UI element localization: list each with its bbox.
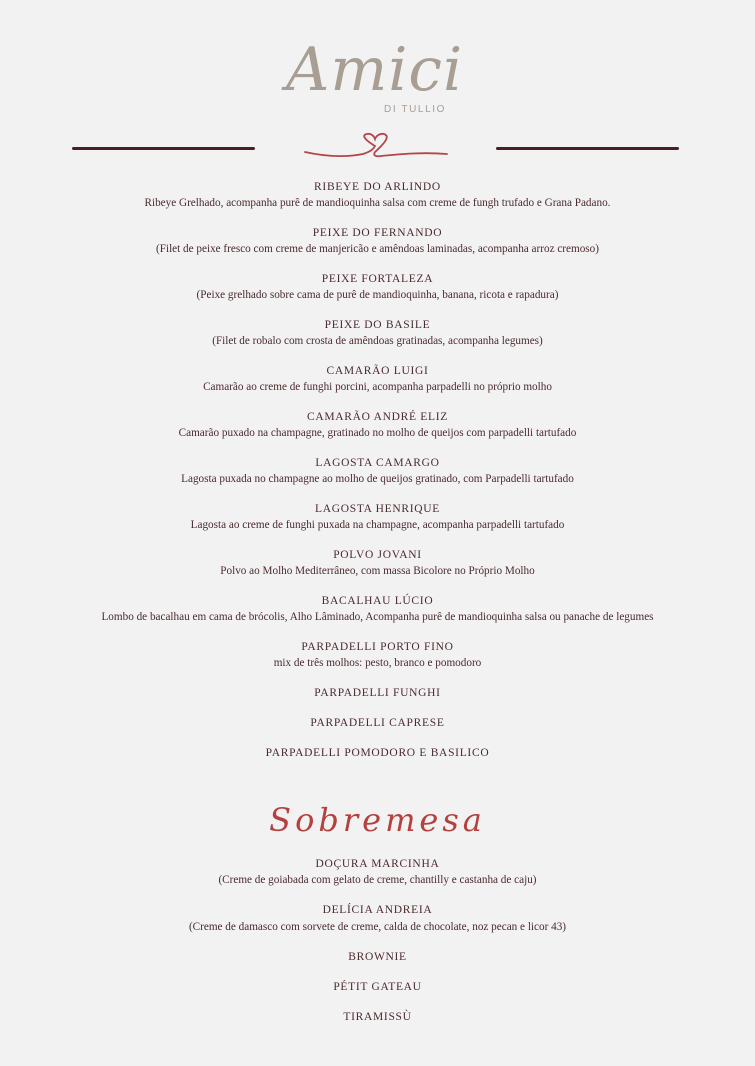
dish-description: (Filet de peixe fresco com creme de manjericão e amêndoas laminadas, acompanha arroz cremoso) bbox=[156, 243, 599, 255]
list-item bbox=[0, 950, 755, 964]
dessert-list bbox=[0, 857, 755, 1024]
dessert-name: PÉTIT GATEAU bbox=[333, 981, 422, 993]
dessert-name: DELÍCIA ANDREIA bbox=[322, 904, 433, 916]
logo-script-text: Amici bbox=[286, 35, 464, 105]
list-item bbox=[0, 502, 755, 533]
list-item bbox=[0, 903, 755, 935]
list-item bbox=[0, 746, 755, 760]
dish-name: LAGOSTA HENRIQUE bbox=[315, 503, 440, 515]
dish-description: Lagosta ao creme de funghi puxada na champagne, acompanha parpadelli tartufado bbox=[190, 519, 565, 531]
list-item bbox=[0, 456, 755, 487]
list-item bbox=[0, 272, 755, 303]
dessert-section-title: Sobremesa bbox=[269, 801, 486, 839]
dish-name: PARPADELLI FUNGHI bbox=[314, 687, 441, 699]
logo-subtitle: DI TULLIO bbox=[384, 104, 447, 115]
list-item bbox=[0, 318, 755, 349]
dessert-description: (Creme de damasco com sorvete de creme, calda de chocolate, noz pecan e licor 43) bbox=[188, 921, 567, 933]
list-item bbox=[0, 548, 755, 579]
dish-name: POLVO JOVANI bbox=[333, 549, 422, 561]
main-dishes-list bbox=[0, 180, 755, 760]
list-item bbox=[0, 180, 755, 211]
list-item bbox=[0, 686, 755, 700]
dessert-name: TIRAMISSÙ bbox=[343, 1011, 412, 1023]
dish-name: RIBEYE DO ARLINDO bbox=[314, 181, 441, 193]
dish-description: (Peixe grelhado sobre cama de purê de mandioquinha, banana, ricota e rapadura) bbox=[196, 289, 559, 301]
dessert-name: BROWNIE bbox=[348, 951, 407, 963]
dish-description: Polvo ao Molho Mediterrâneo, com massa Bicolore no Próprio Molho bbox=[220, 565, 535, 577]
dessert-name: DOÇURA MARCINHA bbox=[315, 858, 440, 870]
dish-name: PEIXE DO FERNANDO bbox=[312, 227, 443, 239]
dish-description: Ribeye Grelhado, acompanha purê de mandioquinha salsa com creme de fungh trufado e Grana Padano. bbox=[144, 197, 611, 209]
dish-name: PEIXE FORTALEZA bbox=[321, 273, 434, 285]
dish-description: Lombo de bacalhau em cama de brócolis, Alho Lâminado, Acompanha purê de mandioquinha salsa ou panache de legumes bbox=[101, 611, 654, 623]
list-item bbox=[0, 980, 755, 994]
dish-description: mix de três molhos: pesto, branco e pomodoro bbox=[273, 657, 482, 669]
list-item bbox=[0, 364, 755, 395]
dish-description: Camarão ao creme de funghi porcini, acompanha parpadelli no próprio molho bbox=[203, 381, 552, 393]
dish-name: PARPADELLI POMODORO E BASILICO bbox=[265, 747, 490, 759]
dish-name: PARPADELLI PORTO FINO bbox=[301, 641, 454, 653]
divider-right bbox=[496, 147, 679, 150]
dish-description: Camarão puxado na champagne, gratinado no molho de queijos com parpadelli tartufado bbox=[178, 427, 577, 439]
list-item bbox=[0, 410, 755, 441]
list-item bbox=[0, 1010, 755, 1024]
divider-left bbox=[72, 147, 255, 150]
heart-ribbon-icon bbox=[303, 132, 449, 162]
dish-name: BACALHAU LÚCIO bbox=[321, 595, 434, 607]
dessert-description: (Creme de goiabada com gelato de creme, chantilly e castanha de caju) bbox=[218, 874, 537, 886]
dish-name: PEIXE DO BASILE bbox=[324, 319, 431, 331]
list-item bbox=[0, 640, 755, 671]
dish-description: (Filet de robalo com crosta de amêndoas gratinadas, acompanha legumes) bbox=[212, 335, 543, 347]
dish-name: PARPADELLI CAPRESE bbox=[310, 717, 445, 729]
restaurant-logo bbox=[0, 34, 755, 124]
list-item bbox=[0, 594, 755, 625]
list-item bbox=[0, 226, 755, 257]
dish-name: CAMARÃO LUIGI bbox=[326, 365, 429, 377]
dish-name: CAMARÃO ANDRÉ ELIZ bbox=[306, 411, 448, 423]
list-item bbox=[0, 716, 755, 730]
dish-name: LAGOSTA CAMARGO bbox=[315, 457, 440, 469]
list-item bbox=[0, 857, 755, 888]
dish-description: Lagosta puxada no champagne ao molho de queijos gratinado, com Parpadelli tartufado bbox=[181, 473, 574, 485]
